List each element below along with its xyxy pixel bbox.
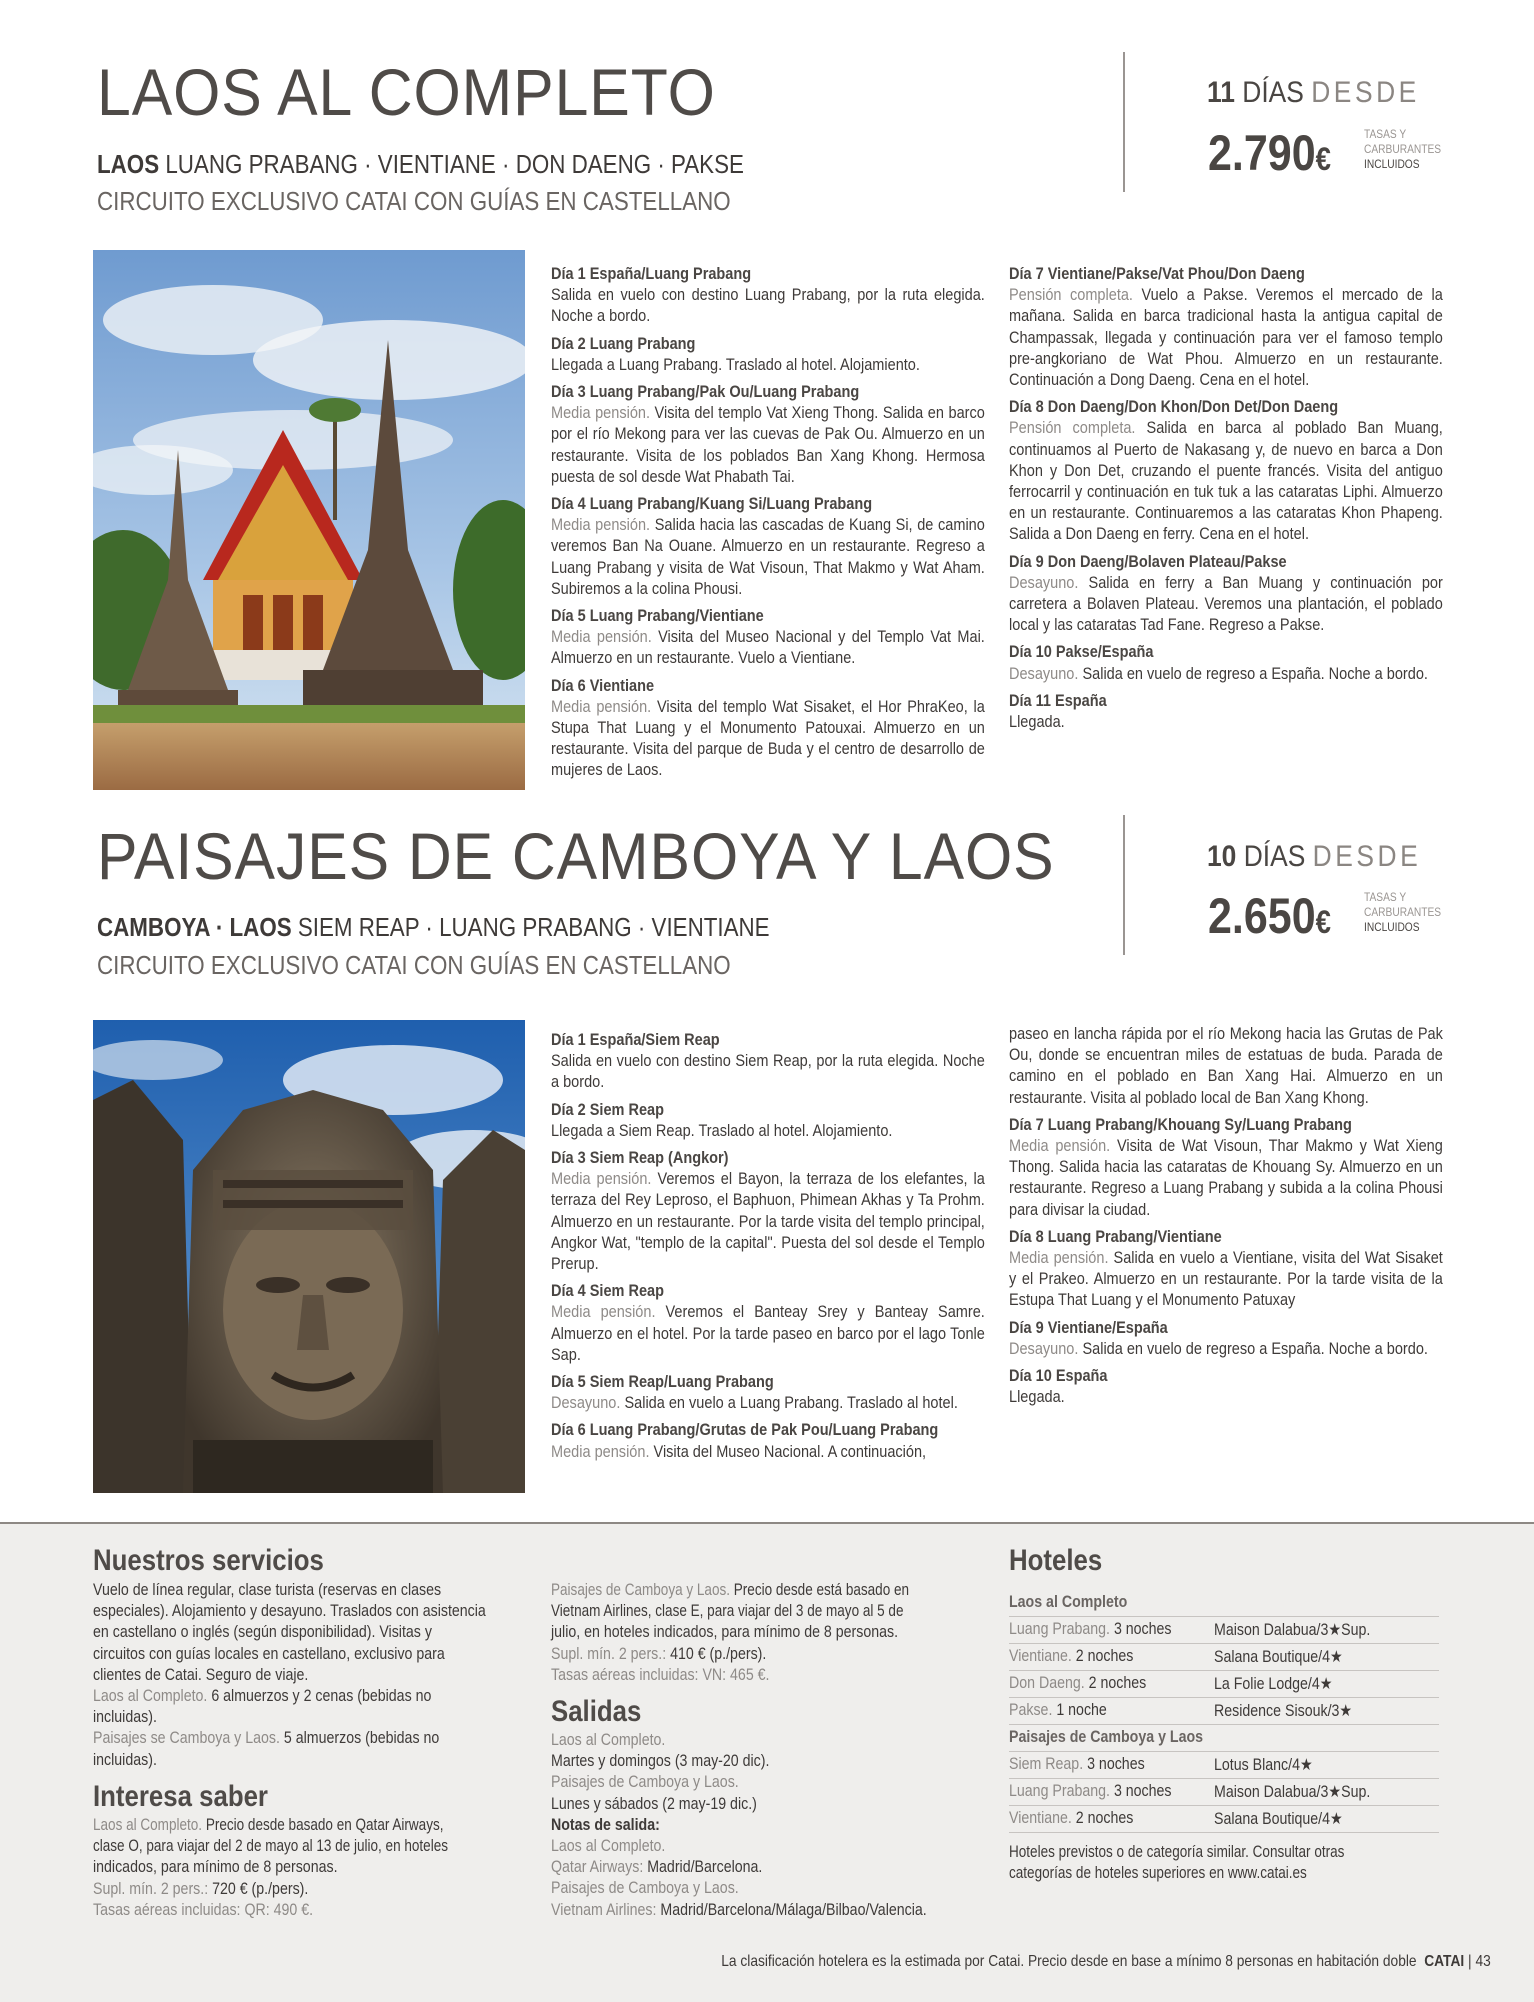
- salidas-title: Salidas: [551, 1695, 642, 1728]
- hotel-nights: 2 noches: [1071, 1809, 1134, 1827]
- trip1-title: LAOS AL COMPLETO: [97, 55, 716, 129]
- trip1-places: LUANG PRABANG · VIENTIANE · DON DAENG · PAKSE: [165, 149, 744, 179]
- itinerary-day-text: [551, 1393, 985, 1414]
- day-description: Visita del templo Wat Sisaket, el Hor PhraKeo, la Stupa That Luang y el Monumento Patouxai. Almuerzo en un restaurante. Visita del parque de Buda y el centro de desarrollo de mujeres de Laos.: [551, 697, 985, 780]
- day-description: Llegada a Siem Reap. Traslado al hotel. Alojamiento.: [551, 1121, 893, 1140]
- meal-plan: Desayuno.: [1009, 573, 1079, 592]
- trip2-col2-lead: paseo en lancha rápida por el río Mekong hacia las Grutas de Pak Ou, donde se encuentran miles de estatuas de buda. Parada de camino en el poblado en Ban Xang Hai. Almuerzo en un restaurante. Visita al poblado local de Ban Xang Khong.: [1009, 1025, 1443, 1107]
- itinerary-day-text: [551, 355, 985, 376]
- hotel-name: Salana Boutique/4★: [1214, 1648, 1343, 1666]
- trip1-price: 2.790€: [1208, 125, 1331, 181]
- day-description: Salida en vuelo de regreso a España. Noche a bordo.: [1078, 1339, 1428, 1358]
- trip2-divider: [1123, 815, 1125, 955]
- hotel-row: [1009, 1617, 1439, 1644]
- day-description: Salida en vuelo con destino Siem Reap, por la ruta elegida. Noche a bordo.: [551, 1052, 985, 1092]
- trip2-regions: CAMBOYA · LAOS: [97, 912, 292, 942]
- itinerary-day-heading: Día 2 Luang Prabang: [551, 334, 696, 353]
- footer-note: La clasificación hotelera es la estimada por Catai. Precio desde en base a mínimo 8 personas en habitación doble: [721, 1953, 1417, 1970]
- itinerary-day-text: [551, 1051, 985, 1093]
- day-description: Veremos el Banteay Srey y Banteay Samre. Almuerzo en el hotel. Por la tarde paseo en barco por el lago Tonle Sap.: [551, 1303, 985, 1364]
- day-description: Salida en vuelo a Luang Prabang. Traslado al hotel.: [620, 1394, 958, 1413]
- day-description: Visita del Museo Nacional. A continuación,: [649, 1442, 927, 1461]
- trip1-regions: LAOS: [97, 149, 160, 179]
- trip1-tasas: TASAS Y CARBURANTES INCLUIDOS: [1364, 127, 1442, 171]
- trip1-days: 11 DÍAS DESDE: [1207, 76, 1420, 109]
- servicios-body: Vuelo de línea regular, clase turista (reservas en clases especiales). Alojamiento y desayuno. Traslados con asistencia en castellano o inglés (según disponibilidad). Visitas y circuitos con guías locales en castellano, exclusivo para clientes de Catai. Seguro de viaje. Laos al Completo. 6 almuerzos y 2 cenas (bebidas no incluidas). Paisajes se Camboya y Laos. 5 almuerzos (bebidas no incluidas).: [93, 1581, 486, 1769]
- itinerary-day-text: [1009, 712, 1443, 733]
- hotel-city: Pakse.: [1009, 1701, 1053, 1719]
- itinerary-day-heading: Día 6 Vientiane: [551, 676, 655, 695]
- day-description: Salida en barca al poblado Ban Muang, continuamos al Puerto de Nakasang y, de nuevo en barca a Don Khon y Don Det, cruzando el puente francés. Visita del antiguo ferrocarril y continuación en tuk tuk a las cataratas Liphi. Almuerzo en un restaurante. Continuaremos a las cataratas Khon Phapeng. Salida a Don Daeng en ferry. Cena en el hotel.: [1009, 419, 1443, 544]
- day-description: Veremos el Bayon, la terraza de los elefantes, la terraza del Rey Leproso, el Baphuon, Phimean Akhas y Ta Prohm. Almuerzo en un restaurante. Por la tarde visita del templo principal, Angkor Wat, "templo de la capital". Puesta del sol desde el Templo Prerup.: [551, 1170, 985, 1274]
- interesa-body-camboya: Paisajes de Camboya y Laos. Precio desde está basado en Vietnam Airlines, clase E, para viajar del 3 de mayo al 5 de julio, en hoteles indicados, para mínimo de 8 personas. Supl. mín. 2 pers.: 410 € (p./pers). Tasas aéreas incluidas: VN: 465 €.: [551, 1581, 910, 1684]
- day-description: Salida en vuelo a Vientiane, visita del Wat Sisaket y el Prakeo. Almuerzo en un restaurante. Por la tarde visita de la Estupa That Luang y el Monumento Patuxay: [1009, 1249, 1443, 1310]
- itinerary-day-text: [1009, 573, 1443, 637]
- itinerary-day-text: [1009, 1339, 1443, 1360]
- laos-temple-photo: [93, 250, 525, 790]
- hotel-nights: 3 noches: [1083, 1755, 1145, 1773]
- itinerary-day-heading: Día 3 Luang Prabang/Pak Ou/Luang Prabang: [551, 383, 860, 402]
- hotel-row: [1009, 1806, 1439, 1833]
- hotel-name: Maison Dalabua/3★Sup.: [1214, 1621, 1371, 1639]
- hotel-group-heading: Paisajes de Camboya y Laos: [1009, 1725, 1439, 1752]
- itinerary-day-text: [551, 1442, 985, 1463]
- hotel-city: Luang Prabang.: [1009, 1620, 1110, 1638]
- itinerary-day-text: [551, 627, 985, 669]
- itinerary-day-heading: Día 7 Luang Prabang/Khouang Sy/Luang Prabang: [1009, 1115, 1352, 1134]
- itinerary-day-heading: Día 9 Vientiane/España: [1009, 1318, 1168, 1337]
- itinerary-day-text: [551, 1302, 985, 1366]
- hotel-name: Residence Sisouk/3★: [1214, 1702, 1353, 1720]
- day-description: Salida hacia las cascadas de Kuang Si, de camino veremos Ban Na Ouane. Almuerzo en un restaurante. Regreso a Luang Prabang y visita de Wat Visoun, That Makmo y Wat Aham. Subiremos a la colina Phousi.: [551, 516, 985, 598]
- meal-plan: Desayuno.: [551, 1394, 621, 1413]
- interesa-title: Interesa saber: [93, 1780, 268, 1813]
- itinerary-day-heading: Día 11 España: [1009, 691, 1107, 710]
- trip2-route: [97, 912, 770, 943]
- trip2-itinerary-col1: [551, 1024, 1044, 1463]
- day-description: Llegada.: [1009, 713, 1065, 732]
- meal-plan: Pensión completa.: [1009, 419, 1136, 438]
- meal-plan: Media pensión.: [551, 516, 651, 535]
- itinerary-day-heading: Día 10 España: [1009, 1367, 1108, 1386]
- salidas-body: Laos al Completo. Martes y domingos (3 may-20 dic). Paisajes de Camboya y Laos. Lunes y sábados (2 may-19 dic.) Notas de salida: Laos al Completo. Qatar Airways: Madrid/Barcelona. Paisajes de Camboya y Laos. Vietnam Airlines: Madrid/Barcelona/Málaga/Bilbao/Valencia.: [551, 1731, 927, 1919]
- itinerary-day-text: [1009, 1248, 1443, 1312]
- meal-plan: Media pensión.: [551, 628, 652, 647]
- hotel-name: Salana Boutique/4★: [1214, 1810, 1343, 1828]
- itinerary-day-text: [551, 697, 985, 782]
- itinerary-day-heading: Día 5 Luang Prabang/Vientiane: [551, 607, 764, 626]
- meal-plan: Media pensión.: [551, 1442, 650, 1461]
- itinerary-day-heading: Día 8 Luang Prabang/Vientiane: [1009, 1227, 1222, 1246]
- trip2-places: SIEM REAP · LUANG PRABANG · VIENTIANE: [297, 912, 770, 942]
- itinerary-day-text: [551, 1121, 985, 1142]
- hotel-row: [1009, 1644, 1439, 1671]
- itinerary-day-text: [1009, 1387, 1443, 1408]
- trip1-itinerary-col1: [551, 258, 1044, 782]
- trip2-tasas: TASAS Y CARBURANTES INCLUIDOS: [1364, 890, 1442, 934]
- hotel-nights: 2 noches: [1084, 1674, 1147, 1692]
- meal-plan: Media pensión.: [551, 1303, 656, 1322]
- day-description: Llegada a Luang Prabang. Traslado al hotel. Alojamiento.: [551, 355, 920, 374]
- trip2-days: 10 DÍAS DESDE: [1207, 840, 1422, 873]
- itinerary-day-heading: Día 8 Don Daeng/Don Khon/Don Det/Don Daeng: [1009, 398, 1339, 417]
- hotel-name: Lotus Blanc/4★: [1214, 1756, 1313, 1774]
- servicios-title: Nuestros servicios: [93, 1544, 324, 1577]
- trip1-itinerary-col2: [1009, 258, 1502, 733]
- itinerary-day-heading: Día 6 Luang Prabang/Grutas de Pak Pou/Luang Prabang: [551, 1421, 939, 1440]
- itinerary-day-text: [1009, 664, 1443, 685]
- trip2-circuit: CIRCUITO EXCLUSIVO CATAI CON GUÍAS EN CASTELLANO: [97, 950, 731, 980]
- hotel-name: Maison Dalabua/3★Sup.: [1214, 1783, 1371, 1801]
- itinerary-day-text: [1009, 1136, 1443, 1221]
- hotel-city: Vientiane.: [1009, 1647, 1072, 1665]
- meal-plan: Media pensión.: [1009, 1137, 1111, 1156]
- itinerary-day-heading: Día 3 Siem Reap (Angkor): [551, 1149, 729, 1168]
- page-number: 43: [1475, 1953, 1491, 1970]
- day-description: Salida en vuelo con destino Luang Prabang, por la ruta elegida. Noche a bordo.: [551, 286, 985, 326]
- itinerary-day-heading: Día 1 España/Luang Prabang: [551, 265, 752, 283]
- itinerary-day-heading: Día 4 Luang Prabang/Kuang Si/Luang Prabang: [551, 495, 873, 514]
- page-footer: [722, 1953, 1491, 1971]
- meal-plan: Desayuno.: [1009, 1339, 1079, 1358]
- hotel-nights: 2 noches: [1071, 1647, 1134, 1665]
- meal-plan: Media pensión.: [551, 697, 652, 716]
- hoteles-title: Hoteles: [1009, 1544, 1103, 1577]
- itinerary-day-text: [551, 515, 985, 600]
- hotel-name: La Folie Lodge/4★: [1214, 1675, 1333, 1693]
- day-description: Salida en vuelo de regreso a España. Noche a bordo.: [1078, 664, 1428, 683]
- hotel-row: [1009, 1671, 1439, 1698]
- footer-brand: CATAI: [1424, 1953, 1465, 1970]
- day-description: Visita del Museo Nacional y del Templo Vat Mai. Almuerzo en un restaurante. Vuelo a Vientiane.: [551, 628, 985, 668]
- hotel-nights: 3 noches: [1109, 1782, 1172, 1800]
- itinerary-day-heading: Día 1 España/Siem Reap: [551, 1031, 720, 1049]
- trip2-title: PAISAJES DE CAMBOYA Y LAOS: [97, 819, 1055, 893]
- itinerary-day-heading: Día 4 Siem Reap: [551, 1282, 664, 1301]
- meal-plan: Desayuno.: [1009, 664, 1079, 683]
- hotel-city: Don Daeng.: [1009, 1674, 1085, 1692]
- hotel-nights: 3 noches: [1109, 1620, 1172, 1638]
- itinerary-day-text: [551, 285, 985, 327]
- meal-plan: Media pensión.: [551, 1170, 652, 1189]
- hoteles-note: Hoteles previstos o de categoría similar. Consultar otras categorías de hoteles superiores en www.catai.es: [1009, 1843, 1345, 1883]
- meal-plan: Media pensión.: [551, 404, 650, 423]
- interesa-body-laos: Laos al Completo. Precio desde basado en Qatar Airways, clase O, para viajar del 2 de mayo al 13 de julio, en hoteles indicados, para mínimo de 8 personas. Supl. mín. 2 pers.: 720 € (p./pers). Tasas aéreas incluidas: QR: 490 €.: [93, 1816, 449, 1919]
- hotel-nights: 1 noche: [1052, 1701, 1107, 1719]
- footer-separator: |: [1468, 1953, 1472, 1970]
- trip2-itinerary-col2: [1009, 1024, 1502, 1408]
- trip1-route: [97, 149, 744, 180]
- day-description: Visita de Wat Visoun, Thar Makmo y Wat Xieng Thong. Salida hacia las cataratas de Khouang Sy. Almuerzo en un restaurante. Regreso a Luang Prabang y subida a la colina Phousi para divisar la ciudad.: [1009, 1137, 1443, 1219]
- itinerary-day-text: [1009, 418, 1443, 545]
- day-description: Salida en ferry a Ban Muang y continuación por carretera a Bolaven Plateau. Veremos una plantación, el poblado local y las cataratas Tad Fane. Regreso a Pakse.: [1009, 573, 1443, 635]
- itinerary-day-heading: Día 5 Siem Reap/Luang Prabang: [551, 1373, 774, 1392]
- hotel-city: Luang Prabang.: [1009, 1782, 1110, 1800]
- trip1-divider: [1123, 52, 1125, 192]
- meal-plan: Media pensión.: [1009, 1249, 1109, 1268]
- itinerary-day-heading: Día 9 Don Daeng/Bolaven Plateau/Pakse: [1009, 552, 1287, 571]
- itinerary-day-text: [1009, 285, 1443, 391]
- itinerary-day-heading: Día 2 Siem Reap: [551, 1100, 664, 1119]
- day-description: Vuelo a Pakse. Veremos el mercado de la mañana. Salida en barca tradicional hasta la antigua capital de Champassak, llegada y continuación para ver el famoso templo pre-angkoriano de Wat Phou. Almuerzo en un restaurante. Continuación a Dong Daeng. Cena en el hotel.: [1009, 286, 1443, 390]
- itinerary-day-heading: Día 7 Vientiane/Pakse/Vat Phou/Don Daeng: [1009, 265, 1305, 283]
- hotel-row: [1009, 1698, 1439, 1725]
- day-description: Llegada.: [1009, 1388, 1065, 1407]
- trip1-circuit: CIRCUITO EXCLUSIVO CATAI CON GUÍAS EN CASTELLANO: [97, 186, 731, 216]
- hotel-row: [1009, 1752, 1439, 1779]
- hotel-group-heading: Laos al Completo: [1009, 1590, 1439, 1617]
- hotel-city: Siem Reap.: [1009, 1755, 1084, 1773]
- itinerary-day-text: [551, 1169, 985, 1275]
- hotel-city: Vientiane.: [1009, 1809, 1072, 1827]
- bayon-face-photo: [93, 1020, 525, 1493]
- meal-plan: Pensión completa.: [1009, 286, 1133, 305]
- itinerary-day-text: [551, 403, 985, 488]
- itinerary-day-heading: Día 10 Pakse/España: [1009, 643, 1154, 662]
- day-description: Visita del templo Vat Xieng Thong. Salida en barco por el río Mekong para ver las cuevas de Pak Ou. Almuerzo en un restaurante. Visita de los poblados Ban Xang Khong. Hermosa puesta de sol desde Wat Phabath Tai.: [551, 404, 985, 486]
- hotel-row: [1009, 1779, 1439, 1806]
- trip2-price: 2.650€: [1208, 888, 1331, 944]
- hoteles-table: [1009, 1590, 1439, 1833]
